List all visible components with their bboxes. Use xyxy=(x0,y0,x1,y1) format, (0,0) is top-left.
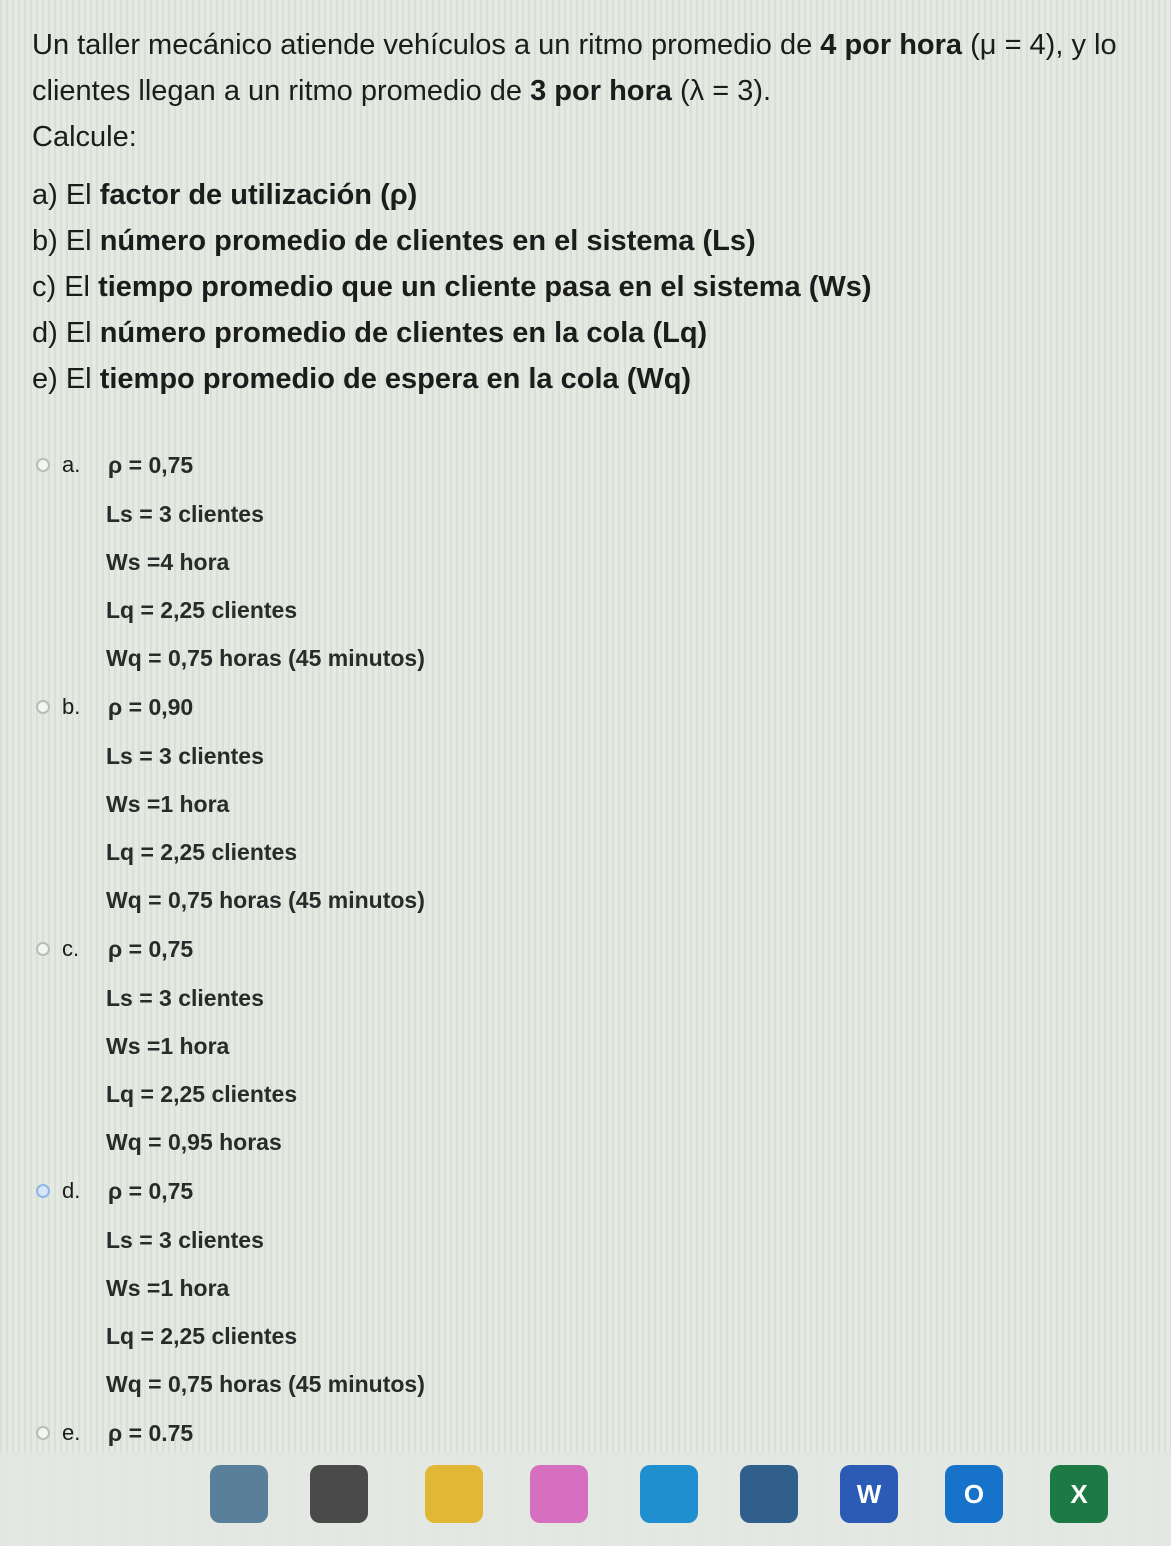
service-rate: 4 por hora xyxy=(820,29,963,61)
option-line: Ls = 3 clientes xyxy=(106,743,264,769)
option-line: Ls = 3 clientes xyxy=(106,1227,264,1253)
option-line: Wq = 0,95 horas xyxy=(106,1129,282,1155)
outlook-icon[interactable]: O xyxy=(945,1465,1003,1523)
option-line: Ws =1 hora xyxy=(106,1275,230,1301)
question-part xyxy=(32,310,1167,356)
option-line: Wq = 0,75 horas (45 minutos) xyxy=(106,645,425,671)
option-line: Wq = 0,75 horas (45 minutos) xyxy=(106,887,425,913)
option-line: Wq = 0,75 horas (45 minutos) xyxy=(106,1371,425,1397)
radio-button[interactable] xyxy=(36,458,50,472)
question-part xyxy=(32,218,1167,264)
calcule-label: Calcule: xyxy=(32,121,137,153)
question-part xyxy=(32,172,1167,218)
option-line: Ls = 3 clientes xyxy=(106,985,264,1011)
part-text: factor de utilización (ρ) xyxy=(99,179,418,211)
option-line: ρ = 0,75 xyxy=(108,452,194,478)
excel-icon[interactable]: X xyxy=(1050,1465,1108,1523)
option-line: Lq = 2,25 clientes xyxy=(106,839,298,865)
part-prefix: e) El xyxy=(32,363,92,395)
radio-button[interactable] xyxy=(36,1426,50,1440)
arrival-rate: 3 por hora xyxy=(530,75,672,107)
question-part xyxy=(32,264,1167,310)
option-line: Ws =1 hora xyxy=(106,791,230,817)
part-prefix: c) El xyxy=(32,271,90,303)
question-text: Un taller mecánico atiende vehículos a un ritmo promedio de xyxy=(32,29,813,61)
option-b[interactable] xyxy=(36,682,1136,924)
option-line: ρ = 0,90 xyxy=(108,694,194,720)
option-line: Lq = 2,25 clientes xyxy=(106,597,298,623)
widgets-icon[interactable] xyxy=(210,1465,268,1523)
part-prefix: a) El xyxy=(32,179,92,211)
file-explorer-icon[interactable] xyxy=(425,1465,483,1523)
radio-button[interactable] xyxy=(36,1184,50,1198)
question-text: (λ = 3). xyxy=(680,75,772,107)
question-line-2 xyxy=(32,68,1167,114)
question-block xyxy=(32,22,1167,402)
option-letter: e. xyxy=(62,1420,81,1445)
part-text: tiempo promedio de espera en la cola (Wq) xyxy=(99,363,692,395)
option-letter: a. xyxy=(62,452,81,477)
word-icon[interactable]: W xyxy=(840,1465,898,1523)
option-line: Ws =1 hora xyxy=(106,1033,230,1059)
option-line: Lq = 2,25 clientes xyxy=(106,1323,298,1349)
part-prefix: d) El xyxy=(32,317,92,349)
option-line: ρ = 0,75 xyxy=(108,1178,194,1204)
edge-icon[interactable] xyxy=(640,1465,698,1523)
option-line: Lq = 2,25 clientes xyxy=(106,1081,298,1107)
radio-button[interactable] xyxy=(36,942,50,956)
option-c[interactable] xyxy=(36,924,1136,1166)
option-e[interactable] xyxy=(36,1408,1136,1458)
option-line: ρ = 0,75 xyxy=(108,936,194,962)
copilot-icon[interactable] xyxy=(530,1465,588,1523)
question-parts xyxy=(32,172,1167,402)
question-line-1 xyxy=(32,22,1167,68)
task-view-icon[interactable] xyxy=(310,1465,368,1523)
part-text: tiempo promedio que un cliente pasa en el sistema (Ws) xyxy=(98,271,872,303)
question-text: clientes llegan a un ritmo promedio de xyxy=(32,75,523,107)
option-letter: b. xyxy=(62,694,81,719)
option-line: Ws =4 hora xyxy=(106,549,230,575)
option-letter: d. xyxy=(62,1178,81,1203)
question-part xyxy=(32,356,1167,402)
option-a[interactable] xyxy=(36,440,1136,682)
part-text: número promedio de clientes en la cola (Lq) xyxy=(99,317,708,349)
question-text: (μ = 4), y lo xyxy=(970,29,1117,61)
option-line: Ls = 3 clientes xyxy=(106,501,264,527)
option-letter: c. xyxy=(62,936,80,961)
part-prefix: b) El xyxy=(32,225,92,257)
radio-button[interactable] xyxy=(36,700,50,714)
answer-options xyxy=(36,440,1136,1458)
option-line: ρ = 0.75 xyxy=(108,1420,194,1446)
part-text: número promedio de clientes en el sistema (Ls) xyxy=(99,225,756,257)
option-d[interactable] xyxy=(36,1166,1136,1408)
store-icon[interactable] xyxy=(740,1465,798,1523)
